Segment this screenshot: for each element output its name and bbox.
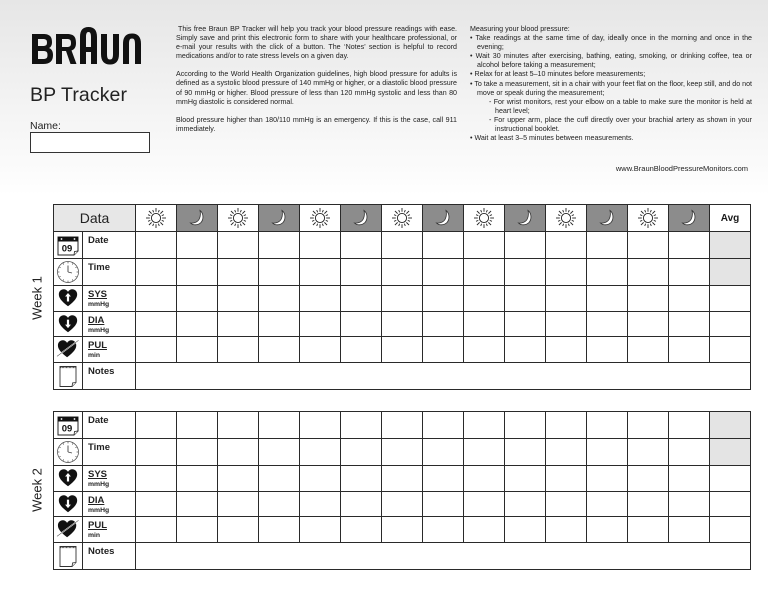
week-2-date-day-input[interactable]	[464, 412, 505, 439]
slot-header-day	[464, 205, 505, 232]
week-2-pul-night-input[interactable]	[505, 517, 546, 543]
row-icon-cell	[54, 491, 83, 517]
week-2-sys-day-input[interactable]	[628, 466, 669, 492]
week-1-date-night-input[interactable]	[587, 232, 628, 259]
row-icon-cell	[54, 259, 83, 286]
week-1-date-night-input[interactable]	[669, 232, 710, 259]
week-2-dia-day-input[interactable]	[546, 491, 587, 517]
week-2-dia-day-input[interactable]	[464, 491, 505, 517]
week-1-sys-day-input[interactable]	[136, 286, 177, 312]
week-2-dia-day-input[interactable]	[136, 491, 177, 517]
name-label: Name:	[30, 120, 61, 132]
week-1-dia-night-input[interactable]	[423, 311, 464, 337]
tips-item: • Relax for at least 5–10 minutes before measurements;	[470, 70, 646, 79]
avg-header: Avg	[710, 205, 751, 232]
row-label-cell	[83, 466, 136, 492]
week-1-sys-day-input[interactable]	[628, 286, 669, 312]
sun-icon	[136, 207, 176, 229]
week-1-time-night-input[interactable]	[177, 259, 218, 286]
slot-header-day	[628, 205, 669, 232]
row-label: PUL	[88, 520, 107, 531]
week-2-time-day-input[interactable]	[136, 439, 177, 466]
week-1-dia-night-input[interactable]	[177, 311, 218, 337]
week-2-time-day-input[interactable]	[464, 439, 505, 466]
row-icon-cell	[54, 362, 83, 389]
week-2-time-day-input[interactable]	[628, 439, 669, 466]
row-date	[54, 412, 751, 439]
week-2-sys-day-input[interactable]	[546, 466, 587, 492]
intro-paragraph: Blood pressure higher than 180/110 mmHg is an emergency. If this is the case, call 911 immediately.	[176, 115, 457, 133]
week-1-time-avg-cell	[710, 259, 751, 286]
row-unit: min	[88, 352, 101, 359]
week-2-dia-night-input[interactable]	[587, 491, 628, 517]
row-label-cell	[83, 439, 136, 466]
moon-icon	[341, 207, 381, 229]
heart-pulse-icon	[54, 518, 82, 540]
week-1-sys-night-input[interactable]	[423, 286, 464, 312]
week-2-sys-day-input[interactable]	[300, 466, 341, 492]
week-2-pul-day-input[interactable]	[300, 517, 341, 543]
row-label: DIA	[88, 494, 105, 506]
week-2-pul-night-input[interactable]	[177, 517, 218, 543]
week-2-time-night-input[interactable]	[587, 439, 628, 466]
week-1-date-night-input[interactable]	[341, 232, 382, 259]
week-1-date-day-input[interactable]	[136, 232, 177, 259]
week-1-date-day-input[interactable]	[218, 232, 259, 259]
row-label-cell	[83, 517, 136, 543]
week-1-sys-night-input[interactable]	[587, 286, 628, 312]
notepad-icon	[54, 544, 82, 568]
week-2-sys-night-input[interactable]	[341, 466, 382, 492]
week-1-pul-day-input[interactable]	[300, 337, 341, 363]
week-1-time-night-input[interactable]	[669, 259, 710, 286]
moon-icon	[423, 207, 463, 229]
week-1-dia-day-input[interactable]	[218, 311, 259, 337]
week-1-sys-night-input[interactable]	[341, 286, 382, 312]
week-2-dia-night-input[interactable]	[669, 491, 710, 517]
week-1-pul-day-input[interactable]	[546, 337, 587, 363]
week-2-date-night-input[interactable]	[505, 412, 546, 439]
row-label: SYS	[88, 289, 108, 300]
week-1-sys-night-input[interactable]	[505, 286, 546, 312]
week-1-date-day-input[interactable]	[382, 232, 423, 259]
braun-logo	[31, 26, 141, 72]
week-1-dia-day-input[interactable]	[300, 311, 341, 337]
week-1-date-day-input[interactable]	[300, 232, 341, 259]
slot-header-night	[669, 205, 710, 232]
week-1-date-night-input[interactable]	[259, 232, 300, 259]
row-unit: mmHg	[88, 506, 110, 514]
week-1-sys-night-input[interactable]	[177, 286, 218, 312]
week-2-date-day-input[interactable]	[300, 412, 341, 439]
slot-header-night	[259, 205, 300, 232]
week-2-pul-day-input[interactable]	[218, 517, 259, 543]
row-icon-cell	[54, 466, 83, 492]
week-2-time-day-input[interactable]	[382, 439, 423, 466]
week-2-pul-day-input[interactable]	[382, 517, 423, 543]
week-1-dia-day-input[interactable]	[382, 311, 423, 337]
heart-pulse-icon	[54, 338, 82, 360]
week-2-date-night-input[interactable]	[423, 412, 464, 439]
week-1-pul-day-input[interactable]	[464, 337, 505, 363]
week-2-dia-day-input[interactable]	[300, 491, 341, 517]
slot-header-night	[505, 205, 546, 232]
row-label: SYS	[88, 469, 108, 480]
week-2-date-day-input[interactable]	[218, 412, 259, 439]
row-time	[54, 439, 751, 466]
week-1-time-day-input[interactable]	[136, 259, 177, 286]
week-1-notes-input[interactable]	[136, 362, 751, 389]
tips-sub-item: - For wrist monitors, rest your elbow on a table to make sure the monitor is held at heart level;	[489, 97, 752, 115]
row-label-cell	[83, 286, 136, 312]
sun-icon	[546, 207, 586, 229]
week-2-pul-night-input[interactable]	[259, 517, 300, 543]
week-1-label: Week 1	[29, 276, 45, 320]
week-2-dia-night-input[interactable]	[505, 491, 546, 517]
svg-text:09: 09	[61, 423, 73, 435]
slot-header-day	[382, 205, 423, 232]
week-1-pul-avg-input[interactable]	[710, 337, 751, 363]
website-link[interactable]: www.BraunBloodPressureMonitors.com	[615, 164, 748, 173]
week-1-pul-day-input[interactable]	[628, 337, 669, 363]
week-2-time-night-input[interactable]	[177, 439, 218, 466]
week-2-sys-day-input[interactable]	[136, 466, 177, 492]
notepad-icon	[54, 364, 82, 388]
slot-header-night	[341, 205, 382, 232]
row-pul	[54, 517, 751, 543]
week-2-pul-day-input[interactable]	[546, 517, 587, 543]
row-label-cell	[83, 412, 136, 439]
week-2-date-night-input[interactable]	[669, 412, 710, 439]
row-unit: min	[88, 532, 101, 539]
moon-icon	[505, 207, 545, 229]
week-1-pul-night-input[interactable]	[669, 337, 710, 363]
heart-arrow-down-icon	[54, 313, 82, 335]
week-2-pul-night-input[interactable]	[341, 517, 382, 543]
week-2-sys-night-input[interactable]	[423, 466, 464, 492]
row-unit: mmHg	[88, 326, 110, 334]
week-2-dia-day-input[interactable]	[218, 491, 259, 517]
row-dia	[54, 311, 751, 337]
row-time	[54, 259, 751, 286]
week-1-time-night-input[interactable]	[423, 259, 464, 286]
week-1-time-day-input[interactable]	[300, 259, 341, 286]
week-1-time-day-input[interactable]	[218, 259, 259, 286]
heart-arrow-up-icon	[54, 467, 82, 489]
week-1-pul-day-input[interactable]	[136, 337, 177, 363]
slot-header-day	[300, 205, 341, 232]
week-1-sys-day-input[interactable]	[546, 286, 587, 312]
week-2-dia-day-input[interactable]	[628, 491, 669, 517]
week-1-sys-night-input[interactable]	[259, 286, 300, 312]
intro-text	[176, 25, 457, 143]
week-1-dia-day-input[interactable]	[136, 311, 177, 337]
row-unit: mmHg	[88, 301, 110, 308]
row-sys	[54, 286, 751, 312]
week-1-pul-night-input[interactable]	[423, 337, 464, 363]
app-title: BP Tracker	[30, 84, 128, 106]
week-1-time-day-input[interactable]	[628, 259, 669, 286]
week-2-sys-night-input[interactable]	[177, 466, 218, 492]
week-2-time-avg-cell	[710, 439, 751, 466]
week-1-time-night-input[interactable]	[505, 259, 546, 286]
week-1-date-day-input[interactable]	[546, 232, 587, 259]
week-2-dia-night-input[interactable]	[177, 491, 218, 517]
row-label: Time	[88, 442, 111, 453]
moon-icon	[177, 207, 217, 229]
header-row	[54, 205, 751, 232]
tips-sub-item: - For upper arm, place the cuff directly over your brachial artery as shown in your instructional booklet.	[489, 115, 752, 134]
week-2-time-night-input[interactable]	[669, 439, 710, 466]
week-1-dia-night-input[interactable]	[259, 311, 300, 337]
week-1-table	[53, 204, 751, 390]
tips-item: • Wait at least 3–5 minutes between measurements.	[470, 134, 634, 143]
week-1-date-avg-cell	[710, 232, 751, 259]
week-1-sys-day-input[interactable]	[300, 286, 341, 312]
week-1-sys-day-input[interactable]	[382, 286, 423, 312]
row-sys	[54, 466, 751, 492]
tips-item: • Wait 30 minutes after exercising, bathing, eating, smoking, or drinking coffee, tea or alcohol before taking a measurement;	[470, 52, 752, 70]
sun-icon	[382, 207, 422, 229]
intro-paragraph: This free Braun BP Tracker will help you track your blood pressure readings with ease. Simply save and print this electronic form to share with your healthcare professional, or e-mail your results with the click of a button. The ‘Notes’ section is helpful to record medications and/or to rate stress levels on a given day.	[176, 25, 457, 61]
week-1-time-day-input[interactable]	[464, 259, 505, 286]
row-notes	[54, 362, 751, 389]
week-2-date-day-input[interactable]	[546, 412, 587, 439]
data-header: Data	[54, 205, 136, 232]
row-label: PUL	[88, 340, 107, 351]
week-1-time-night-input[interactable]	[587, 259, 628, 286]
row-label-cell	[83, 491, 136, 517]
week-1-time-day-input[interactable]	[546, 259, 587, 286]
week-2-pul-night-input[interactable]	[587, 517, 628, 543]
week-2-sys-day-input[interactable]	[382, 466, 423, 492]
week-2-pul-day-input[interactable]	[628, 517, 669, 543]
row-icon-cell	[54, 542, 83, 569]
week-1-date-night-input[interactable]	[177, 232, 218, 259]
week-2-date-day-input[interactable]	[628, 412, 669, 439]
week-1-dia-avg-input[interactable]	[710, 311, 751, 337]
week-1-pul-night-input[interactable]	[341, 337, 382, 363]
week-2-pul-day-input[interactable]	[464, 517, 505, 543]
week-1-sys-day-input[interactable]	[464, 286, 505, 312]
week-2-pul-night-input[interactable]	[423, 517, 464, 543]
row-icon-cell	[54, 337, 83, 363]
week-2-notes-input[interactable]	[136, 542, 751, 569]
row-label-cell	[83, 232, 136, 259]
row-pul	[54, 337, 751, 363]
week-1-sys-night-input[interactable]	[669, 286, 710, 312]
clock-icon	[54, 440, 82, 464]
name-input[interactable]	[30, 132, 150, 153]
week-2-sys-night-input[interactable]	[669, 466, 710, 492]
week-2-table	[53, 411, 751, 570]
week-1-date-day-input[interactable]	[628, 232, 669, 259]
row-label: Notes	[88, 365, 115, 377]
week-2-time-day-input[interactable]	[218, 439, 259, 466]
slot-header-night	[587, 205, 628, 232]
slot-header-night	[423, 205, 464, 232]
week-1-pul-night-input[interactable]	[177, 337, 218, 363]
week-1-dia-day-input[interactable]	[546, 311, 587, 337]
calendar-icon	[54, 233, 82, 257]
slot-header-day	[218, 205, 259, 232]
row-notes	[54, 542, 751, 569]
row-dia	[54, 491, 751, 517]
week-2-date-night-input[interactable]	[341, 412, 382, 439]
slot-header-night	[177, 205, 218, 232]
row-icon-cell	[54, 517, 83, 543]
heart-arrow-up-icon	[54, 287, 82, 309]
slot-header-day	[546, 205, 587, 232]
clock-icon	[54, 260, 82, 284]
week-2-date-avg-cell	[710, 412, 751, 439]
row-unit: mmHg	[88, 481, 110, 488]
week-1-dia-night-input[interactable]	[587, 311, 628, 337]
row-icon-cell	[54, 286, 83, 312]
week-2-sys-avg-input[interactable]	[710, 466, 751, 492]
slot-header-day	[136, 205, 177, 232]
week-2-pul-night-input[interactable]	[669, 517, 710, 543]
week-2-date-day-input[interactable]	[136, 412, 177, 439]
row-icon-cell	[54, 311, 83, 337]
row-icon-cell	[54, 232, 83, 259]
row-label-cell	[83, 542, 136, 569]
week-2-sys-night-input[interactable]	[505, 466, 546, 492]
moon-icon	[587, 207, 627, 229]
week-2-sys-night-input[interactable]	[259, 466, 300, 492]
week-1-dia-night-input[interactable]	[341, 311, 382, 337]
week-1-pul-night-input[interactable]	[505, 337, 546, 363]
week-1-time-night-input[interactable]	[341, 259, 382, 286]
week-1-pul-night-input[interactable]	[587, 337, 628, 363]
row-label-cell	[83, 362, 136, 389]
row-label-cell	[83, 337, 136, 363]
week-1-sys-day-input[interactable]	[218, 286, 259, 312]
svg-text:09: 09	[61, 243, 73, 255]
calendar-icon	[54, 413, 82, 437]
week-1-date-night-input[interactable]	[423, 232, 464, 259]
week-1-pul-night-input[interactable]	[259, 337, 300, 363]
sun-icon	[464, 207, 504, 229]
week-1-pul-day-input[interactable]	[382, 337, 423, 363]
week-2-date-night-input[interactable]	[177, 412, 218, 439]
week-1-date-night-input[interactable]	[505, 232, 546, 259]
week-1-sys-avg-input[interactable]	[710, 286, 751, 312]
row-label: Time	[88, 262, 111, 273]
intro-paragraph: According to the World Health Organization guidelines, high blood pressure for adults is defined as a systolic blood pressure of 140 mmHg or higher, or a diastolic blood pressure of 90 mmHg or higher. Blood pressure of less than 120 mmHg systolic and less than 80 mmHg diastolic is considered normal.	[176, 70, 457, 106]
measurement-tips	[470, 25, 752, 143]
sun-icon	[218, 207, 258, 229]
week-2-label: Week 2	[29, 468, 45, 512]
week-2-time-night-input[interactable]	[423, 439, 464, 466]
week-1-date-day-input[interactable]	[464, 232, 505, 259]
week-2-time-night-input[interactable]	[259, 439, 300, 466]
week-1-dia-day-input[interactable]	[464, 311, 505, 337]
week-2-sys-day-input[interactable]	[218, 466, 259, 492]
week-2-dia-day-input[interactable]	[382, 491, 423, 517]
week-2-time-day-input[interactable]	[300, 439, 341, 466]
row-label: Date	[88, 235, 109, 246]
heart-arrow-down-icon	[54, 493, 82, 515]
week-2-time-day-input[interactable]	[546, 439, 587, 466]
week-2-dia-night-input[interactable]	[259, 491, 300, 517]
week-2-dia-avg-input[interactable]	[710, 491, 751, 517]
row-label: Date	[88, 415, 109, 426]
week-2-date-night-input[interactable]	[259, 412, 300, 439]
week-2-pul-avg-input[interactable]	[710, 517, 751, 543]
row-icon-cell	[54, 412, 83, 439]
row-label: DIA	[88, 314, 105, 326]
moon-icon	[669, 207, 709, 229]
week-1-dia-night-input[interactable]	[669, 311, 710, 337]
tips-heading: Measuring your blood pressure:	[470, 25, 570, 33]
week-2-time-night-input[interactable]	[341, 439, 382, 466]
tips-item: • Take readings at the same time of day, ideally once in the morning and once in the evening;	[470, 34, 752, 52]
week-1-pul-day-input[interactable]	[218, 337, 259, 363]
row-label: Notes	[88, 545, 115, 557]
week-2-sys-day-input[interactable]	[464, 466, 505, 492]
row-label-cell	[83, 259, 136, 286]
week-2-dia-night-input[interactable]	[423, 491, 464, 517]
moon-icon	[259, 207, 299, 229]
row-icon-cell	[54, 439, 83, 466]
week-1-time-night-input[interactable]	[259, 259, 300, 286]
sun-icon	[628, 207, 668, 229]
week-1-time-day-input[interactable]	[382, 259, 423, 286]
week-2-pul-day-input[interactable]	[136, 517, 177, 543]
sun-icon	[300, 207, 340, 229]
week-2-time-night-input[interactable]	[505, 439, 546, 466]
row-date	[54, 232, 751, 259]
week-1-dia-day-input[interactable]	[628, 311, 669, 337]
row-label-cell	[83, 311, 136, 337]
week-2-dia-night-input[interactable]	[341, 491, 382, 517]
tips-item: • To take a measurement, sit in a chair with your feet flat on the floor, keep still, and do not move or speak during the measurement;	[470, 79, 752, 97]
week-1-dia-night-input[interactable]	[505, 311, 546, 337]
week-2-date-day-input[interactable]	[382, 412, 423, 439]
week-2-sys-night-input[interactable]	[587, 466, 628, 492]
week-2-date-night-input[interactable]	[587, 412, 628, 439]
